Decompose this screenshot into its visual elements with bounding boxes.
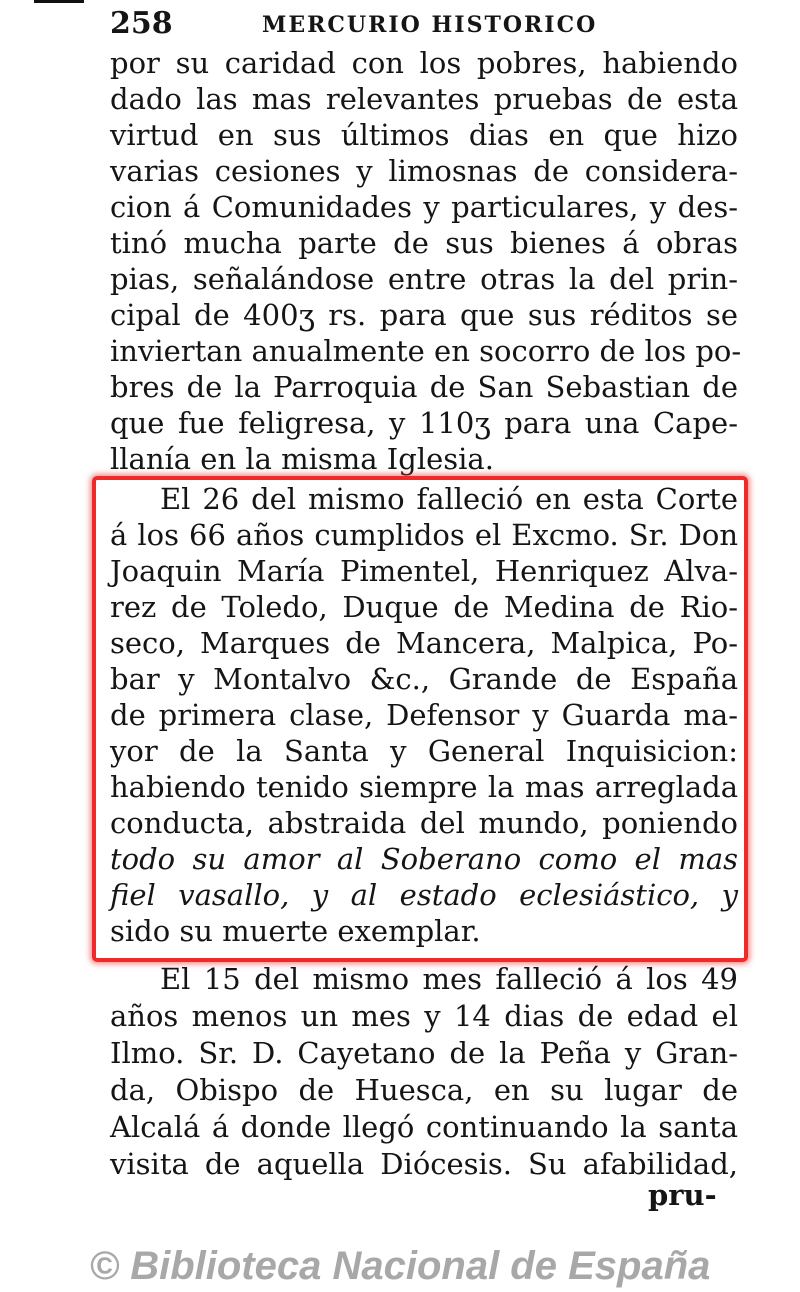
page-header — [110, 6, 740, 46]
text-line: fiel vasallo, y al estado eclesiástico, y — [110, 878, 738, 912]
text-line: virtud en sus últimos dias en que hizo — [110, 118, 738, 152]
text-line: Joaquin María Pimentel, Henriquez Alva- — [110, 554, 738, 588]
text-line: seco, Marques de Mancera, Malpica, Po- — [110, 626, 738, 660]
page-number: 258 — [110, 6, 173, 41]
text-line: Ilmo. Sr. D. Cayetano de la Peña y Gran- — [110, 1036, 738, 1070]
text-line: dado las mas relevantes pruebas de esta — [110, 82, 738, 116]
text-line: da, Obispo de Huesca, en su lugar de — [110, 1073, 738, 1107]
text-line: años menos un mes y 14 dias de edad el — [110, 999, 738, 1033]
text-line: sido su muerte exemplar. — [110, 914, 481, 948]
text-line: yor de la Santa y General Inquisicion: — [110, 734, 738, 768]
text-line: todo su amor al Soberano como el mas — [110, 842, 738, 876]
text-line: bres de la Parroquia de San Sebastian de — [110, 370, 738, 404]
text-line: habiendo tenido siempre la mas arreglada — [110, 770, 738, 804]
catchword: pru- — [648, 1178, 717, 1212]
text-line: por su caridad con los pobres, habiendo — [110, 46, 738, 80]
text-line: tinó mucha parte de sus bienes á obras — [110, 226, 738, 260]
text-line: conducta, abstraida del mundo, poniendo — [110, 806, 738, 840]
text-line: varias cesiones y limosnas de considera- — [110, 154, 738, 188]
top-rule — [34, 0, 84, 3]
text-line: á los 66 años cumplidos el Excmo. Sr. Don — [110, 518, 738, 552]
text-line: que fue feligresa, y 110ʒ para una Cape- — [110, 406, 738, 440]
text-line: pias, señalándose entre otras la del prin- — [110, 262, 738, 296]
text-line: rez de Toledo, Duque de Medina de Rio- — [110, 590, 738, 624]
text-line: cion á Comunidades y particulares, y des- — [110, 190, 738, 224]
highlight-box — [92, 476, 748, 962]
text-line: visita de aquella Diócesis. Su afabilidad, — [110, 1147, 738, 1181]
running-title: MERCURIO HISTORICO — [262, 12, 598, 38]
copyright-watermark: © Biblioteca Nacional de España — [89, 1244, 711, 1288]
text-line: cipal de 400ʒ rs. para que sus réditos se — [110, 298, 738, 332]
text-line: El 26 del mismo falleció en esta Corte — [160, 482, 738, 516]
text-line: inviertan anualmente en socorro de los po- — [110, 334, 742, 368]
text-line: El 15 del mismo mes falleció á los 49 — [160, 962, 738, 996]
text-line: llanía en la misma Iglesia. — [110, 442, 494, 476]
text-line: bar y Montalvo &c., Grande de España — [110, 662, 738, 696]
text-line: Alcalá á donde llegó continuando la santa — [110, 1110, 738, 1144]
text-line: de primera clase, Defensor y Guarda ma- — [110, 698, 738, 732]
